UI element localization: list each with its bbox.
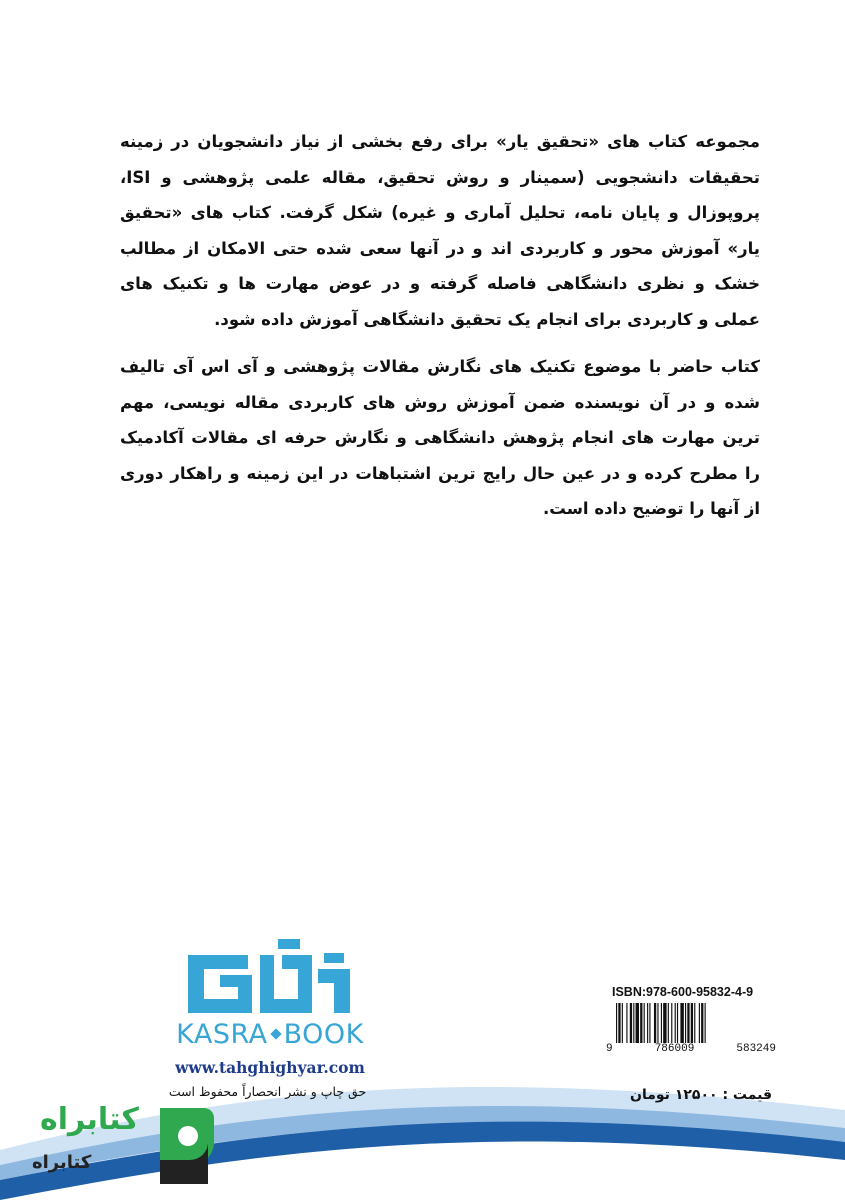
barcode-digit-group: 9 [606, 1043, 613, 1055]
barcode-digits [606, 1043, 776, 1055]
barcode-digit-group: 786009 [654, 1043, 695, 1055]
website-link[interactable]: www.tahghighyar.com [175, 1058, 365, 1077]
barcode-bar [705, 1003, 706, 1043]
price-amount: ۱۲۵۰۰ [674, 1087, 718, 1103]
barcode-digit-group: 583249 [736, 1043, 776, 1055]
publisher-name-left: KASRA [176, 1019, 268, 1050]
barcode-bar [701, 1003, 703, 1043]
barcode-bar [671, 1003, 672, 1043]
price [630, 1087, 772, 1103]
publisher-name [170, 1019, 370, 1050]
price-label: قیمت : [722, 1087, 772, 1103]
barcode-bar [677, 1003, 678, 1043]
barcode-bar [691, 1003, 693, 1043]
barcode-bar [649, 1003, 650, 1043]
copyright-notice: حق چاپ و نشر انحصاراً محفوظ است [168, 1084, 367, 1099]
diamond-dot-icon [270, 1028, 281, 1039]
blurb-paragraph-1: مجموعه کتاب های «تحقیق یار» برای رفع بخشی از نیاز دانشجویان در زمینه تحقیقات دانشجویی (سمینار و روش تحقیق، مقاله علمی پژوهشی و ISI، پروپوزال و پایان نامه، تحلیل آماری و غیره) شکل گرفت. کتاب های «تحقیق یار» آموزش محور و کاربردی اند و در آنها سعی شده حتی الامکان از مطالب خشک و نظری دانشگاهی فاصله گرفته و در عوض مهارت ها و تکنیک های عملی و کاربردی برای انجام یک تحقیق دانشگاهی آموزش داده شود. [120, 132, 760, 329]
barcode-bar [630, 1003, 632, 1043]
barcode-bar [687, 1003, 689, 1043]
kasra-logo-icon [178, 935, 360, 1017]
publisher-name-right: BOOK [283, 1019, 364, 1050]
barcode-bar [663, 1003, 666, 1043]
barcode-bar [685, 1003, 686, 1043]
barcode-bar [657, 1003, 658, 1043]
barcode-bar [680, 1003, 683, 1043]
barcode-bar [618, 1003, 620, 1043]
barcode-bar [622, 1003, 623, 1043]
barcode-bar [647, 1003, 648, 1043]
isbn-label: ISBN:978-600-95832-4-9 [612, 985, 754, 999]
barcode-bar [654, 1003, 656, 1043]
barcode-bar [694, 1003, 695, 1043]
barcode-bar [640, 1003, 642, 1043]
barcode-bar [644, 1003, 645, 1043]
watermark-text-small: کتابراه [32, 1152, 92, 1173]
barcode-bar [636, 1003, 639, 1043]
blurb-text [120, 124, 760, 527]
ketabrah-logo-icon [150, 1098, 220, 1188]
barcode-bar [616, 1003, 617, 1043]
price-currency: تومان [630, 1087, 670, 1103]
barcode-bar [633, 1003, 634, 1043]
watermark-text-large: کتابراه [40, 1102, 139, 1137]
barcode-bar [661, 1003, 662, 1043]
barcode-bar [668, 1003, 669, 1043]
barcode-bar [675, 1003, 676, 1043]
barcode-bar [626, 1003, 627, 1043]
blurb-paragraph-2: کتاب حاضر با موضوع تکنیک های نگارش مقالات پژوهشی و آی اس آی تالیف شده و در آن نویسنده ضمن آموزش روش های کاربردی مقاله نویسی، مهم ترین مهارت های انجام پژوهش دانشگاهی و نگارش حرفه ای مقالات آکادمیک را مطرح کرده و در عین حال رایج ترین اشتباهات در این زمینه و راهکار دوری از آنها را توضیح داده است. [120, 357, 760, 518]
ketabrah-watermark [30, 1098, 220, 1193]
barcode-bar [699, 1003, 700, 1043]
barcode-icon [614, 1003, 772, 1043]
